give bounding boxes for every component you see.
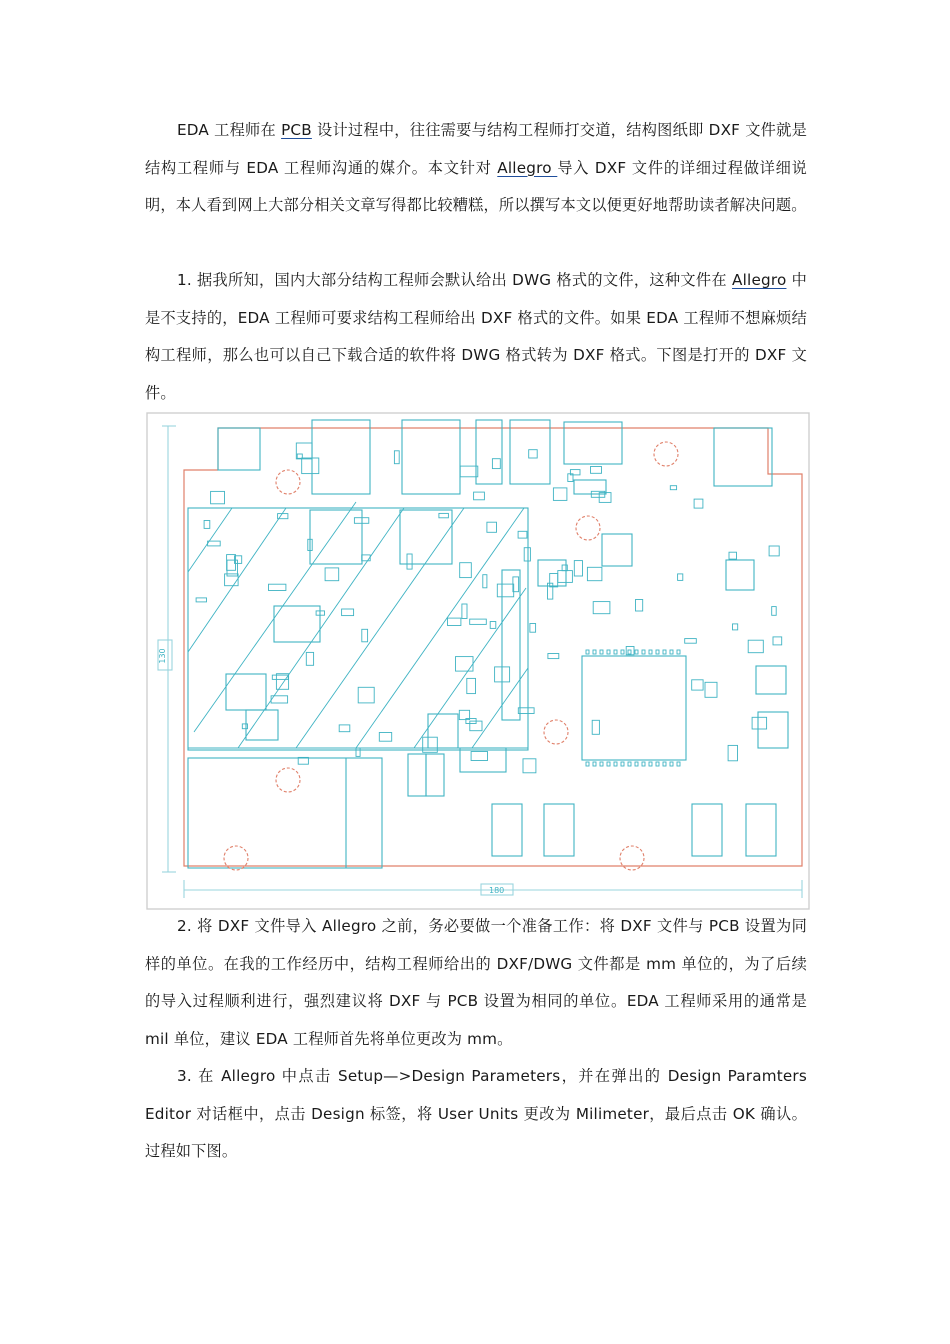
component-pad	[358, 687, 374, 703]
ic-pin	[677, 650, 680, 654]
ic-pin	[670, 650, 673, 654]
component-pad	[296, 443, 312, 459]
component-pad	[558, 571, 573, 583]
component-pad	[523, 759, 536, 773]
text-run: 1. 据我所知，国内大部分结构工程师会默认给出 DWG 格式的文件，这种文件在	[177, 271, 733, 289]
component-pad	[748, 640, 763, 653]
hyperlink[interactable]: Allegro	[497, 158, 558, 177]
step-2-paragraph	[145, 908, 807, 1058]
component-pad	[379, 733, 391, 742]
ic-pin	[642, 762, 645, 766]
ic-pin	[670, 762, 673, 766]
component-pad	[529, 450, 538, 458]
component-pad	[553, 488, 567, 501]
component-pad	[342, 609, 354, 616]
component-pad	[636, 600, 643, 612]
text-run: 设计过程中，往往需要与结构工程师打交道，结构图纸即 DXF 文件就是结构工程师与 EDA 工程师沟通的媒介。本文针对	[145, 121, 807, 177]
component-pad	[694, 499, 703, 508]
ic-pin	[649, 650, 652, 654]
component-pad	[439, 513, 449, 517]
component-pad	[470, 619, 487, 624]
mounting-hole	[576, 516, 600, 540]
component-pad	[587, 567, 602, 580]
mounting-hole	[544, 720, 568, 744]
component-pad	[772, 607, 777, 616]
component-pad	[407, 554, 412, 569]
component-pad	[467, 678, 476, 693]
mounting-hole	[276, 768, 300, 792]
component-pad	[204, 521, 210, 529]
ic-pin	[663, 650, 666, 654]
component-pad	[574, 561, 582, 576]
component-pad	[460, 466, 478, 477]
text-run: 2. 将 DXF 文件导入 Allegro 之前，务必要做一个准备工作：将 DXF 文件与 PCB 设置为同样的单位。在我的工作经历中，结构工程师给出的 DXF/DWG 文件都是 mm 单位的，为了后续的导入过程顺利进行，强烈建议将 DXF 与 PCB 设置为相同的单位。EDA 工程师采用的通常是 mil 单位，建议 EDA 工程师首先将单位更改为 mm。	[145, 917, 807, 1048]
component-pad	[460, 563, 472, 578]
component-pad	[490, 622, 496, 629]
component-pad	[483, 575, 487, 588]
component-pad	[208, 541, 221, 546]
hyperlink[interactable]: Allegro	[732, 271, 787, 289]
mounting-hole	[276, 470, 300, 494]
pcb-dxf-drawing	[146, 412, 810, 910]
dim-vertical-label: 130	[158, 648, 167, 664]
component-pad	[518, 531, 527, 538]
component-pad	[591, 467, 602, 474]
ic-pin	[621, 762, 624, 766]
ic-pin	[656, 762, 659, 766]
component-pad	[306, 652, 313, 665]
step-3-paragraph	[145, 1058, 807, 1171]
component-pad	[729, 552, 737, 559]
ic-pin	[586, 762, 589, 766]
ic-pin	[628, 650, 631, 654]
ic-pin	[621, 650, 624, 654]
component-pad	[592, 720, 599, 734]
component-pad	[356, 748, 360, 756]
component-pad	[269, 584, 286, 590]
component-pad	[276, 674, 288, 690]
component-pad	[492, 459, 500, 469]
component-pad	[773, 637, 782, 645]
component-pad	[593, 602, 610, 614]
component-pad	[497, 584, 513, 597]
step-1-paragraph	[145, 262, 807, 412]
text-run: EDA 工程师在	[177, 121, 282, 139]
component-pad	[692, 680, 703, 690]
component-pad	[487, 522, 497, 532]
intro-paragraph	[145, 112, 807, 225]
component-pad	[530, 624, 536, 633]
ic-pin	[614, 650, 617, 654]
component-pad	[518, 708, 534, 714]
ic-pin	[663, 762, 666, 766]
ic-pin	[635, 762, 638, 766]
component-pad	[474, 492, 485, 500]
ic-pin	[593, 650, 596, 654]
mounting-hole	[654, 442, 678, 466]
component-pad	[448, 618, 461, 625]
ic-pin	[649, 762, 652, 766]
component-pad	[302, 458, 319, 474]
component-pad	[362, 629, 368, 642]
component-pad	[733, 624, 738, 630]
component-pad	[196, 598, 206, 602]
text-run: 导入 DXF 文件的详细过程做详细说明，本人看到网上大部分相关文章写得都比较糟糕，所以撰写本文以便更好地帮助读者解决问题。	[145, 158, 807, 214]
text-run: 中是不支持的，EDA 工程师可要求结构工程师给出 DXF 格式的文件。如果 EDA 工程师不想麻烦结构工程师，那么也可以自己下载合适的软件将 DWG 格式转为 DXF 格式。下图是打开的 DXF 文件。	[145, 271, 807, 402]
text-run: 3. 在 Allegro 中点击 Setup—>Design Parameters，并在弹出的 Design Paramters Editor 对话框中，点击 Design 标签，将 User Units 更改为 Milimeter，最后点击 OK 确认。过程如下图。	[145, 1067, 807, 1160]
component-pad	[705, 682, 717, 697]
component-pad	[362, 555, 371, 561]
ic-pin	[600, 650, 603, 654]
component-pad	[550, 574, 558, 587]
component-pad	[728, 745, 737, 760]
dxf-drawing-figure	[146, 412, 810, 910]
ic-pin	[614, 762, 617, 766]
hyperlink[interactable]: PCB	[281, 121, 312, 139]
dim-horizontal-label: 180	[489, 886, 505, 895]
component-pad	[685, 639, 697, 644]
component-pad	[325, 568, 339, 581]
ic-pin	[586, 650, 589, 654]
component-pad	[670, 486, 676, 490]
component-pad	[769, 546, 779, 556]
component-pad	[242, 724, 247, 729]
component-pad	[678, 574, 683, 581]
ic-pin	[635, 650, 638, 654]
ic-pin	[656, 650, 659, 654]
component-pad	[339, 725, 350, 732]
component-pad	[211, 491, 225, 503]
ic-pin	[607, 762, 610, 766]
ic-pin	[600, 762, 603, 766]
ic-pin	[628, 762, 631, 766]
component-pad	[524, 548, 530, 561]
component-pad	[456, 657, 474, 672]
ic-pin	[642, 650, 645, 654]
ic-pin	[677, 762, 680, 766]
component-pad	[752, 717, 767, 729]
component-pad	[394, 451, 399, 464]
component-pad	[462, 604, 467, 619]
ic-pin	[593, 762, 596, 766]
component-pad	[471, 752, 487, 761]
component-pad	[548, 654, 559, 659]
ic-pin	[607, 650, 610, 654]
